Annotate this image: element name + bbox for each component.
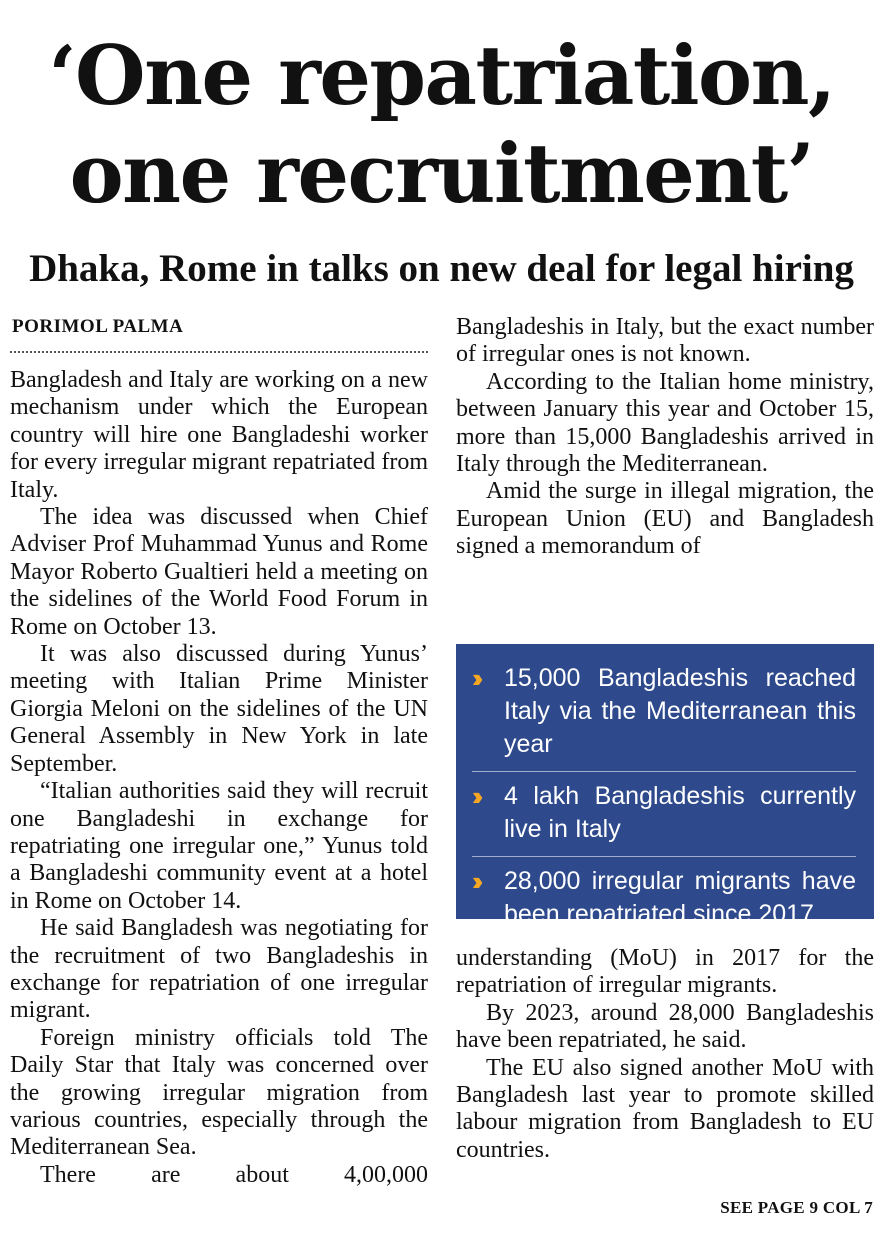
headline [0, 28, 883, 224]
paragraph: There are about 4,00,000 [40, 1161, 428, 1188]
fact-item [472, 654, 856, 772]
fact-box [456, 644, 874, 928]
double-chevron-icon: ›› [472, 781, 478, 811]
paragraph: By 2023, around 28,000 Bangladeshis have been repatriated, he said. [456, 999, 874, 1054]
paragraph: The EU also signed another MoU with Bangladesh last year to promote skilled labour migration from Bangladesh to EU countries. [456, 1054, 874, 1163]
fact-text: 28,000 irregular migrants have been repatriated since 2017 [504, 867, 856, 928]
paragraph: Bangladesh and Italy are working on a new mechanism under which the European country will hire one Bangladeshi worker for every irregular migrant repatriated from Italy. [10, 367, 428, 503]
headline-line-1: ‘One repatriation, [48, 29, 835, 124]
fact-item [472, 772, 856, 857]
article-column-right-top [456, 314, 874, 561]
paragraph: The idea was discussed when Chief Adviser Prof Muhammad Yunus and Rome Mayor Roberto Gualtieri held a meeting on the sidelines of the World Food Forum in Rome on October 13. [10, 504, 428, 640]
fact-text: 15,000 Bangladeshis reached Italy via the Mediterranean this year [504, 664, 856, 758]
paragraph: “Italian authorities said they will recruit one Bangladeshi in exchange for repatriating one irregular one,” Yunus told a Bangladeshi community event at a hotel in Rome on October 14. [10, 778, 428, 914]
paragraph: understanding (MoU) in 2017 for the repatriation of irregular migrants. [456, 945, 874, 999]
continued-on-page-label: SEE PAGE 9 COL 7 [720, 1198, 873, 1217]
byline-divider [10, 351, 428, 353]
byline: PORIMOL PALMA [12, 316, 184, 337]
article-column-right-bottom [456, 945, 874, 1164]
article-column-left [10, 367, 428, 1189]
paragraph: Amid the surge in illegal migration, the European Union (EU) and Bangladesh signed a memorandum of [456, 478, 874, 560]
double-chevron-icon: ›› [472, 866, 478, 896]
fact-text: 4 lakh Bangladeshis currently live in Italy [504, 782, 856, 843]
paragraph: Foreign ministry officials told The Daily Star that Italy was concerned over the growing irregular migration from various countries, especially through the Mediterranean Sea. [10, 1024, 428, 1161]
fact-item [472, 857, 856, 941]
subheadline: Dhaka, Rome in talks on new deal for legal hiring [29, 247, 854, 290]
paragraph: According to the Italian home ministry, between January this year and October 15, more than 15,000 Bangladeshis arrived in Italy through the Mediterranean. [456, 368, 874, 478]
paragraph: Bangladeshis in Italy, but the exact number of irregular ones is not known. [456, 314, 874, 368]
double-chevron-icon: ›› [472, 663, 478, 693]
paragraph: He said Bangladesh was negotiating for the recruitment of two Bangladeshis in exchange for repatriation of one irregular migrant. [10, 915, 428, 1024]
headline-line-2: one recruitment’ [69, 127, 814, 222]
paragraph: It was also discussed during Yunus’ meeting with Italian Prime Minister Giorgia Meloni on the sidelines of the UN General Assembly in New York in late September. [10, 641, 428, 777]
